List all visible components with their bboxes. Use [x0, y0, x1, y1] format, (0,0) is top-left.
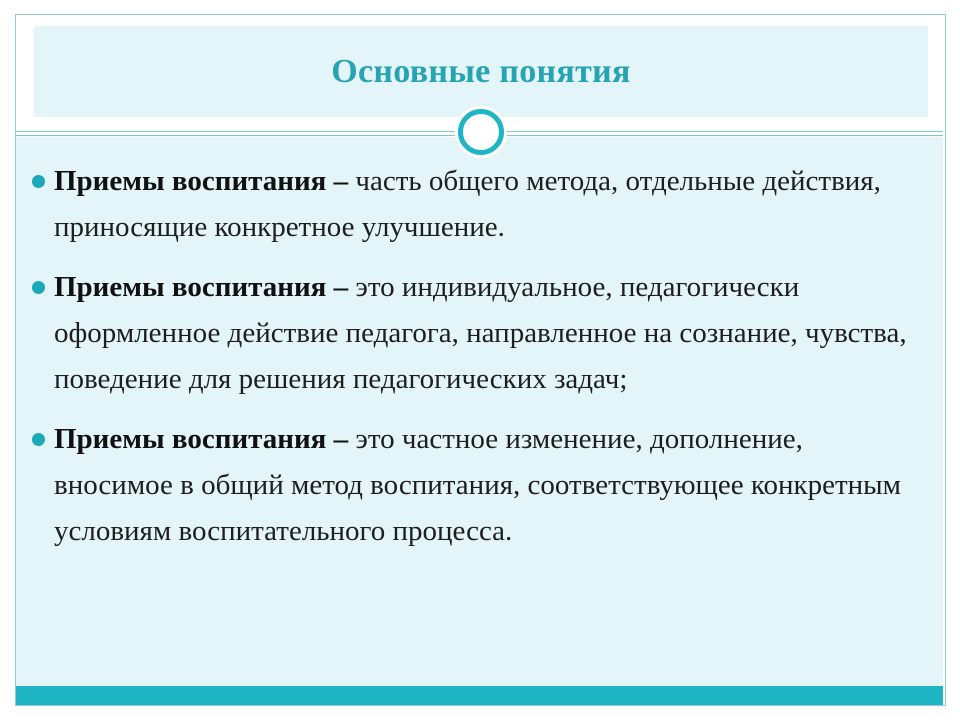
bullet-dot-icon — [32, 433, 45, 446]
bullet-dot-icon — [32, 175, 45, 188]
bullet-item — [30, 416, 910, 554]
bottom-bar — [16, 686, 943, 705]
bullet-term: Приемы воспитания – — [54, 423, 349, 455]
bullet-item — [30, 264, 910, 402]
bullet-term: Приемы воспитания – — [54, 271, 349, 303]
slide-title: Основные понятия — [331, 52, 631, 90]
title-box — [34, 26, 928, 117]
bullet-definition: это частное изменение, дополнение, вносимое в общий метод воспитания, соответствующее конкретным условиям воспитательного процесса. — [54, 423, 902, 547]
bullet-item — [30, 158, 910, 250]
bullet-list — [30, 158, 910, 568]
bullet-term: Приемы воспитания – — [54, 165, 349, 197]
circle-ornament-icon — [458, 109, 504, 155]
bullet-definition: это индивидуальное, педагогически оформленное действие педагога, направленное на сознание, чувства, поведение для решения педагогических задач; — [54, 271, 907, 395]
bullet-definition: часть общего метода, отдельные действия, приносящие конкретное улучшение. — [54, 165, 881, 243]
bullet-dot-icon — [32, 281, 45, 294]
